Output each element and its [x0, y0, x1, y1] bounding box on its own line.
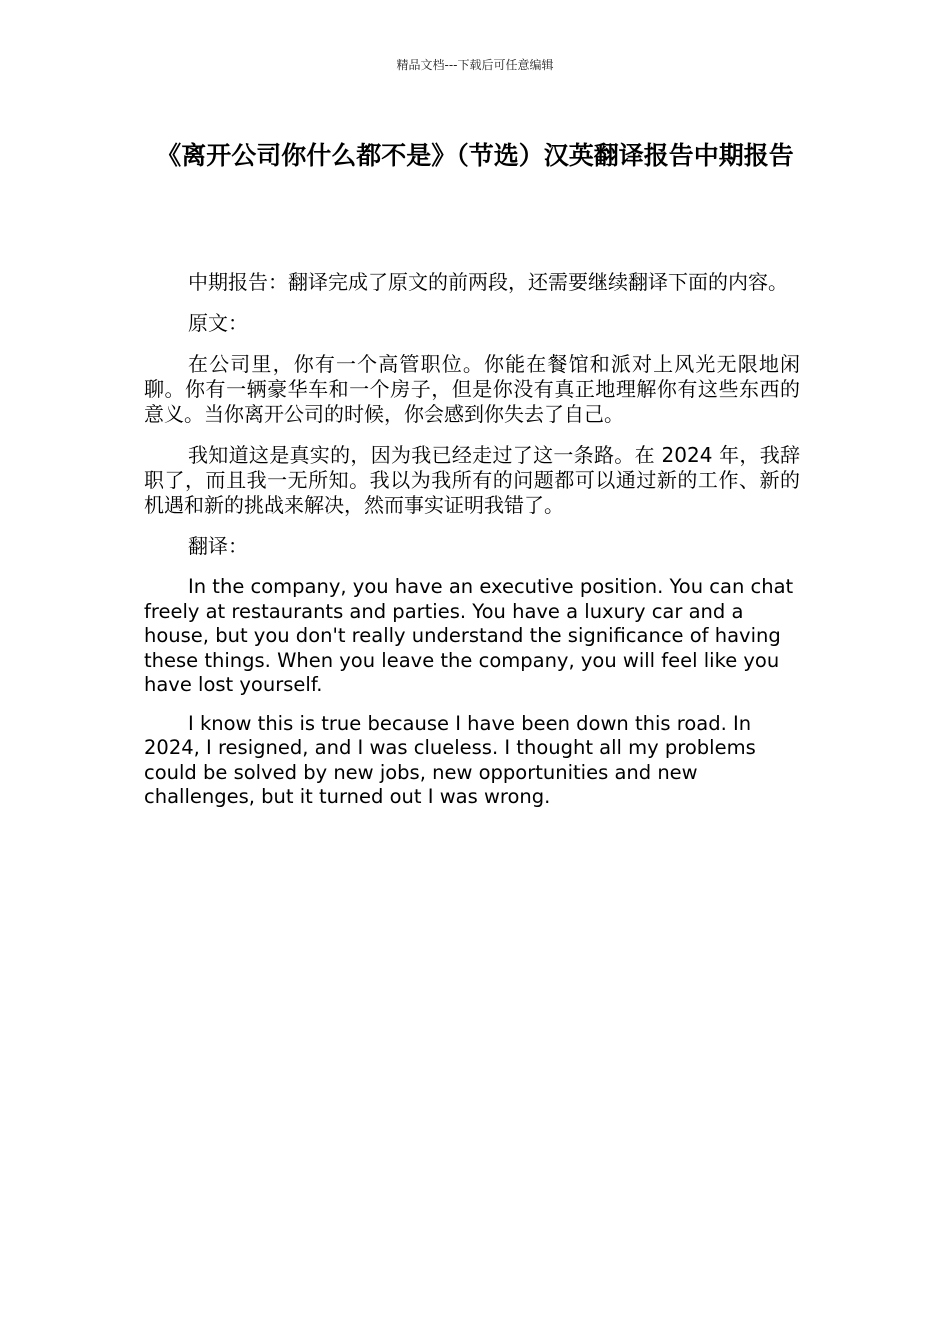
translation-label: 翻译：	[188, 534, 248, 558]
original-label: 原文：	[188, 311, 248, 335]
page-header: 精品文档---下载后可任意编辑	[396, 58, 554, 72]
intro-paragraph: 中期报告：翻译完成了原文的前两段，还需要继续翻译下面的内容。	[188, 270, 788, 294]
translation-paragraph-1: In the company, you have an executive position. You can chat freely at restaurants and parties. You have a luxury car and a house, but you don't really understand the significance of having these things. When you leave the company, you will feel like you have lost yourself.	[144, 575, 794, 696]
document-title: 《离开公司你什么都不是》（节选）汉英翻译报告中期报告	[156, 141, 794, 170]
original-paragraph-2: 我知道这是真实的，因为我已经走过了这一条路。在 2024 年，我辞职了，而且我一无所知。我以为我所有的问题都可以通过新的工作、新的机遇和新的挑战来解决，然而事实证明我错了。	[144, 443, 800, 517]
original-paragraph-1: 在公司里，你有一个高管职位。你能在餐馆和派对上风光无限地闲聊。你有一辆豪华车和一个房子，但是你没有真正地理解你有这些东西的意义。当你离开公司的时候，你会感到你失去了自己。	[144, 352, 800, 426]
translation-paragraph-2: I know this is true because I have been down this road. In 2024, I resigned, and I was clueless. I thought all my problems could be solved by new jobs, new opportunities and new challenges, but it turned out I was wrong.	[144, 711, 756, 808]
document-body	[144, 270, 800, 824]
